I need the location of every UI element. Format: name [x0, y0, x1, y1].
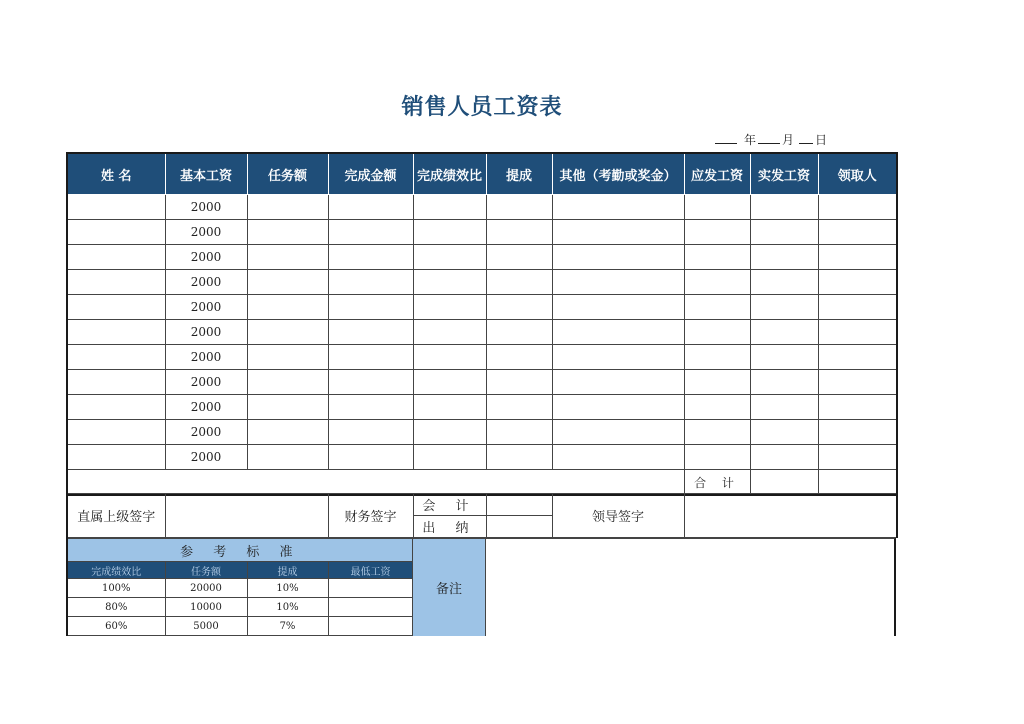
completed-amount-cell[interactable]: [328, 370, 413, 395]
actual-paid-cell[interactable]: [750, 445, 818, 470]
remark-label: 备注: [412, 538, 486, 636]
payable-cell[interactable]: [684, 345, 750, 370]
col-header-task-amount: 任务额: [247, 153, 328, 195]
cashier-label: 出 纳: [413, 516, 486, 538]
ref-header-performance: 完成绩效比: [67, 562, 165, 579]
name-cell[interactable]: [67, 245, 165, 270]
ref-cell: 80%: [67, 598, 165, 617]
supervisor-sign-field[interactable]: [165, 494, 328, 538]
recipient-cell[interactable]: [818, 420, 897, 445]
leader-sign-label: 领导签字: [552, 494, 684, 538]
ref-header-commission: 提成: [247, 562, 328, 579]
actual-paid-cell[interactable]: [750, 345, 818, 370]
completed-amount-cell[interactable]: [328, 245, 413, 270]
finance-sign-label: 财务签字: [328, 494, 413, 538]
task-amount-cell[interactable]: [247, 445, 328, 470]
table-row: [67, 295, 897, 320]
ref-cell: [328, 598, 413, 617]
total-row: [67, 470, 897, 496]
ref-cell: 5000: [165, 617, 247, 636]
other-cell[interactable]: [552, 370, 684, 395]
col-header-commission: 提成: [486, 153, 552, 195]
actual-paid-cell[interactable]: [750, 245, 818, 270]
recipient-cell[interactable]: [818, 395, 897, 420]
base-salary-cell: 2000: [165, 345, 247, 370]
base-salary-cell: 2000: [165, 420, 247, 445]
col-header-actual-paid: 实发工资: [750, 153, 818, 195]
payable-cell[interactable]: [684, 395, 750, 420]
commission-cell[interactable]: [486, 370, 552, 395]
name-cell[interactable]: [67, 195, 165, 220]
completed-amount-cell[interactable]: [328, 220, 413, 245]
name-cell[interactable]: [67, 220, 165, 245]
payable-cell[interactable]: [684, 445, 750, 470]
table-row: [67, 345, 897, 370]
ref-cell: 100%: [67, 579, 165, 598]
task-amount-cell[interactable]: [247, 245, 328, 270]
commission-cell[interactable]: [486, 220, 552, 245]
accountant-field[interactable]: [486, 494, 552, 516]
col-header-completed-amount: 完成金额: [328, 153, 413, 195]
actual-paid-cell[interactable]: [750, 370, 818, 395]
recipient-cell[interactable]: [818, 295, 897, 320]
table-row: [67, 395, 897, 420]
recipient-cell[interactable]: [818, 320, 897, 345]
ref-header-task: 任务额: [165, 562, 247, 579]
completed-amount-cell[interactable]: [328, 295, 413, 320]
other-cell[interactable]: [552, 195, 684, 220]
actual-paid-cell[interactable]: [750, 270, 818, 295]
name-cell[interactable]: [67, 395, 165, 420]
recipient-cell[interactable]: [818, 370, 897, 395]
reference-title: 参 考 标 准: [67, 539, 413, 562]
base-salary-cell: 2000: [165, 320, 247, 345]
total-label: 合 计: [684, 470, 750, 496]
table-row: [67, 320, 897, 345]
recipient-cell[interactable]: [818, 245, 897, 270]
base-salary-cell: 2000: [165, 395, 247, 420]
base-salary-cell: 2000: [165, 245, 247, 270]
performance-ratio-cell[interactable]: [413, 395, 486, 420]
base-salary-cell: 2000: [165, 220, 247, 245]
payable-cell[interactable]: [684, 245, 750, 270]
total-actual-cell[interactable]: [750, 470, 818, 496]
performance-ratio-cell[interactable]: [413, 420, 486, 445]
year-blank[interactable]: [715, 132, 737, 144]
accountant-label: 会 计: [413, 494, 486, 516]
supervisor-sign-label: 直属上级签字: [67, 494, 165, 538]
task-amount-cell[interactable]: [247, 295, 328, 320]
completed-amount-cell[interactable]: [328, 195, 413, 220]
other-cell[interactable]: [552, 345, 684, 370]
month-blank[interactable]: [758, 132, 780, 144]
col-header-recipient: 领取人: [818, 153, 897, 195]
other-cell[interactable]: [552, 320, 684, 345]
cashier-field[interactable]: [486, 516, 552, 538]
performance-ratio-cell[interactable]: [413, 370, 486, 395]
commission-cell[interactable]: [486, 395, 552, 420]
other-cell[interactable]: [552, 220, 684, 245]
base-salary-cell: 2000: [165, 295, 247, 320]
base-salary-cell: 2000: [165, 445, 247, 470]
col-header-other: 其他（考勤或奖金）: [552, 153, 684, 195]
commission-cell[interactable]: [486, 320, 552, 345]
ref-cell: [328, 617, 413, 636]
performance-ratio-cell[interactable]: [413, 245, 486, 270]
other-cell[interactable]: [552, 445, 684, 470]
table-row: [67, 270, 897, 295]
table-row: [67, 445, 897, 470]
header-row: [67, 153, 897, 195]
col-header-payable: 应发工资: [684, 153, 750, 195]
payable-cell[interactable]: [684, 195, 750, 220]
performance-ratio-cell[interactable]: [413, 295, 486, 320]
commission-cell[interactable]: [486, 245, 552, 270]
name-cell[interactable]: [67, 270, 165, 295]
total-recipient-cell[interactable]: [818, 470, 897, 496]
performance-ratio-cell[interactable]: [413, 270, 486, 295]
commission-cell[interactable]: [486, 420, 552, 445]
year-label: 年: [744, 133, 757, 147]
recipient-cell[interactable]: [818, 270, 897, 295]
ref-header-min-salary: 最低工资: [328, 562, 413, 579]
commission-cell[interactable]: [486, 295, 552, 320]
performance-ratio-cell[interactable]: [413, 445, 486, 470]
other-cell[interactable]: [552, 395, 684, 420]
name-cell[interactable]: [67, 295, 165, 320]
task-amount-cell[interactable]: [247, 270, 328, 295]
task-amount-cell[interactable]: [247, 370, 328, 395]
payable-cell[interactable]: [684, 320, 750, 345]
reference-table: [66, 538, 414, 636]
completed-amount-cell[interactable]: [328, 445, 413, 470]
col-header-base-salary: 基本工资: [165, 153, 247, 195]
table-row: [67, 420, 897, 445]
month-label: 月: [782, 133, 795, 147]
base-salary-cell: 2000: [165, 195, 247, 220]
name-cell[interactable]: [67, 445, 165, 470]
actual-paid-cell[interactable]: [750, 295, 818, 320]
ref-cell: 60%: [67, 617, 165, 636]
actual-paid-cell[interactable]: [750, 220, 818, 245]
signature-table: [66, 493, 898, 538]
payable-cell[interactable]: [684, 420, 750, 445]
performance-ratio-cell[interactable]: [413, 220, 486, 245]
name-cell[interactable]: [67, 420, 165, 445]
commission-cell[interactable]: [486, 445, 552, 470]
page-title: 销售人员工资表: [401, 95, 563, 120]
commission-cell[interactable]: [486, 345, 552, 370]
payable-cell[interactable]: [684, 220, 750, 245]
recipient-cell[interactable]: [818, 220, 897, 245]
commission-cell[interactable]: [486, 270, 552, 295]
ref-cell: 7%: [247, 617, 328, 636]
task-amount-cell[interactable]: [247, 195, 328, 220]
base-salary-cell: 2000: [165, 370, 247, 395]
commission-cell[interactable]: [486, 195, 552, 220]
base-salary-cell: 2000: [165, 270, 247, 295]
ref-cell: 10%: [247, 598, 328, 617]
completed-amount-cell[interactable]: [328, 395, 413, 420]
name-cell[interactable]: [67, 320, 165, 345]
completed-amount-cell[interactable]: [328, 345, 413, 370]
recipient-cell[interactable]: [818, 445, 897, 470]
day-label: 日: [815, 133, 828, 147]
remark-field[interactable]: [486, 538, 896, 636]
col-header-performance-ratio: 完成绩效比: [413, 153, 486, 195]
completed-amount-cell[interactable]: [328, 320, 413, 345]
name-cell[interactable]: [67, 370, 165, 395]
payable-cell[interactable]: [684, 270, 750, 295]
actual-paid-cell[interactable]: [750, 195, 818, 220]
completed-amount-cell[interactable]: [328, 420, 413, 445]
day-blank[interactable]: [799, 132, 813, 144]
completed-amount-cell[interactable]: [328, 270, 413, 295]
other-cell[interactable]: [552, 270, 684, 295]
leader-sign-field[interactable]: [684, 494, 897, 538]
ref-cell: [328, 579, 413, 598]
task-amount-cell[interactable]: [247, 220, 328, 245]
performance-ratio-cell[interactable]: [413, 320, 486, 345]
date-line: [715, 131, 827, 148]
actual-paid-cell[interactable]: [750, 395, 818, 420]
task-amount-cell[interactable]: [247, 320, 328, 345]
performance-ratio-cell[interactable]: [413, 345, 486, 370]
total-row-blank: [67, 470, 684, 496]
salary-table: [66, 152, 898, 496]
table-row: [67, 220, 897, 245]
table-row: [67, 245, 897, 270]
task-amount-cell[interactable]: [247, 395, 328, 420]
payable-cell[interactable]: [684, 295, 750, 320]
name-cell[interactable]: [67, 345, 165, 370]
recipient-cell[interactable]: [818, 345, 897, 370]
recipient-cell[interactable]: [818, 195, 897, 220]
other-cell[interactable]: [552, 295, 684, 320]
payable-cell[interactable]: [684, 370, 750, 395]
actual-paid-cell[interactable]: [750, 420, 818, 445]
table-row: [67, 370, 897, 395]
other-cell[interactable]: [552, 420, 684, 445]
actual-paid-cell[interactable]: [750, 320, 818, 345]
task-amount-cell[interactable]: [247, 345, 328, 370]
performance-ratio-cell[interactable]: [413, 195, 486, 220]
task-amount-cell[interactable]: [247, 420, 328, 445]
col-header-name: 姓 名: [67, 153, 165, 195]
ref-cell: 10%: [247, 579, 328, 598]
other-cell[interactable]: [552, 245, 684, 270]
ref-cell: 10000: [165, 598, 247, 617]
table-row: [67, 195, 897, 220]
ref-cell: 20000: [165, 579, 247, 598]
